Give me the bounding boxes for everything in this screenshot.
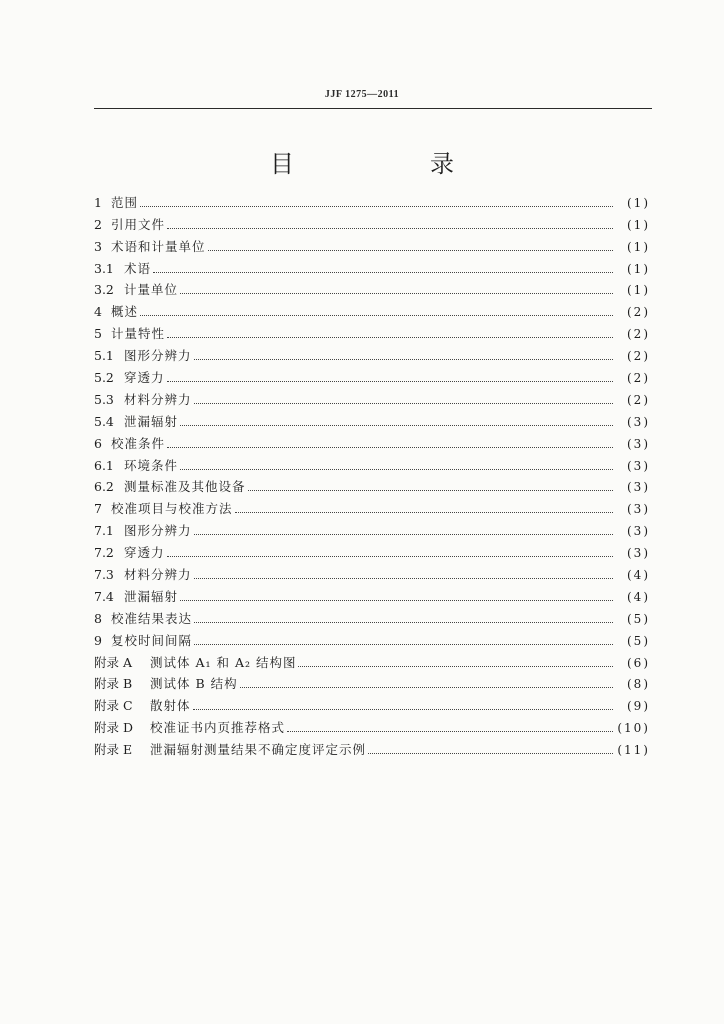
toc-entry-page: (1) [627,195,650,210]
toc-leader-dots [193,708,613,710]
running-header: JJF 1275—2011 [324,89,400,100]
toc-entry[interactable] [94,363,650,385]
toc-leader-dots [194,533,613,535]
toc-entry-number: 5.4 [94,413,114,429]
toc-entry-title: 测试体 B 结构 [150,676,238,692]
toc-entry-page: (5) [627,633,650,648]
toc-entry[interactable] [94,276,650,298]
toc-entry-title: 泄漏辐射 [124,588,179,604]
toc-entry[interactable] [94,670,650,692]
toc-entry-number: 7.3 [94,567,114,583]
toc-entry-page: (3) [627,546,650,561]
toc-entry-number: 3 [94,238,102,254]
toc-entry-title: 复校时间间隔 [111,632,193,648]
toc-entry[interactable] [94,560,650,582]
toc-entry-page: (1) [627,261,650,276]
toc-entry-page: (2) [627,371,650,386]
toc-entry-page: (10) [617,721,650,736]
table-of-contents [94,188,650,757]
toc-leader-dots [167,380,613,382]
toc-entry-title: 术语和计量单位 [111,238,206,254]
toc-leader-dots [368,752,613,754]
toc-entry[interactable] [94,210,650,232]
toc-entry[interactable] [94,407,650,429]
toc-entry-title: 计量单位 [124,282,179,298]
toc-leader-dots [287,730,613,732]
toc-entry-number: 附录 B [94,676,133,692]
toc-entry-title: 计量特性 [111,326,166,342]
toc-entry-number: 附录 A [94,654,133,670]
toc-entry[interactable] [94,538,650,560]
toc-entry[interactable] [94,604,650,626]
toc-entry[interactable] [94,319,650,341]
toc-leader-dots [167,446,613,448]
toc-leader-dots [167,336,613,338]
toc-entry-title: 泄漏辐射测量结果不确定度评定示例 [150,742,367,758]
toc-entry-number: 6 [94,435,102,451]
toc-entry-title: 穿透力 [124,545,165,561]
toc-entry-title: 材料分辨力 [124,567,192,583]
toc-entry[interactable] [94,626,650,648]
toc-entry[interactable] [94,713,650,735]
toc-entry[interactable] [94,341,650,363]
toc-entry-page: (6) [627,655,650,670]
toc-leader-dots [167,555,613,557]
toc-entry-number: 3.1 [94,260,114,276]
toc-entry[interactable] [94,473,650,495]
toc-entry-page: (11) [617,743,650,758]
toc-entry[interactable] [94,582,650,604]
toc-entry-page: (3) [627,458,650,473]
toc-entry[interactable] [94,254,650,276]
toc-leader-dots [235,511,613,513]
toc-leader-dots [180,292,613,294]
toc-leader-dots [194,402,613,404]
toc-entry-number: 5.1 [94,348,114,364]
toc-leader-dots [298,665,613,667]
toc-leader-dots [194,643,613,645]
toc-leader-dots [248,489,613,491]
toc-entry[interactable] [94,232,650,254]
toc-entry-page: (1) [627,283,650,298]
toc-entry-page: (4) [627,589,650,604]
toc-entry-title: 环境条件 [124,457,179,473]
toc-entry-title: 校准条件 [111,435,166,451]
toc-entry-number: 1 [94,194,102,210]
toc-entry-title: 散射体 [150,698,191,714]
toc-entry-title: 校准证书内页推荐格式 [150,720,286,736]
toc-entry-number: 7.2 [94,545,114,561]
toc-entry-title: 材料分辨力 [124,391,192,407]
toc-entry-number: 5 [94,326,102,342]
toc-entry-number: 6.1 [94,457,114,473]
toc-entry-number: 附录 C [94,698,133,714]
toc-entry-number: 3.2 [94,282,114,298]
toc-entry-title: 图形分辨力 [124,348,192,364]
toc-entry-title: 术语 [124,260,152,276]
header-rule [94,108,652,109]
toc-entry[interactable] [94,648,650,670]
toc-entry-number: 5.2 [94,370,114,386]
toc-leader-dots [194,577,613,579]
toc-entry[interactable] [94,429,650,451]
toc-entry-title: 引用文件 [111,216,166,232]
toc-entry-number: 7 [94,501,102,517]
page-title: 目 录 [270,150,510,178]
toc-entry-number: 5.3 [94,391,114,407]
toc-entry[interactable] [94,735,650,757]
toc-entry-page: (3) [627,480,650,495]
toc-entry[interactable] [94,188,650,210]
toc-entry-page: (8) [627,677,650,692]
toc-leader-dots [180,468,613,470]
toc-entry-page: (2) [627,327,650,342]
toc-entry[interactable] [94,451,650,473]
toc-entry-number: 附录 D [94,720,133,736]
toc-leader-dots [140,314,613,316]
toc-leader-dots [208,249,613,251]
toc-entry-number: 2 [94,216,102,232]
toc-leader-dots [180,424,613,426]
toc-leader-dots [140,205,613,207]
toc-entry-page: (2) [627,392,650,407]
toc-entry[interactable] [94,516,650,538]
toc-entry[interactable] [94,494,650,516]
toc-entry-title: 范围 [111,194,139,210]
toc-entry[interactable] [94,297,650,319]
toc-entry-number: 附录 E [94,742,133,758]
toc-entry-number: 4 [94,304,102,320]
toc-leader-dots [240,686,613,688]
toc-entry-title: 校准项目与校准方法 [111,501,233,517]
toc-entry-number: 7.4 [94,588,114,604]
toc-entry-title: 穿透力 [124,370,165,386]
toc-entry-title: 图形分辨力 [124,523,192,539]
toc-entry-page: (2) [627,349,650,364]
toc-leader-dots [180,599,613,601]
toc-entry-title: 校准结果表达 [111,610,193,626]
toc-entry-page: (3) [627,436,650,451]
toc-entry-title: 泄漏辐射 [124,413,179,429]
toc-entry-page: (3) [627,414,650,429]
toc-entry-title: 概述 [111,304,139,320]
toc-entry-page: (4) [627,568,650,583]
toc-entry-number: 8 [94,610,102,626]
toc-entry-page: (3) [627,524,650,539]
toc-entry-page: (1) [627,217,650,232]
toc-entry[interactable] [94,385,650,407]
toc-leader-dots [153,271,613,273]
toc-leader-dots [194,621,613,623]
toc-entry-page: (1) [627,239,650,254]
toc-entry-title: 测量标准及其他设备 [124,479,246,495]
toc-entry-number: 9 [94,632,102,648]
toc-entry-number: 6.2 [94,479,114,495]
toc-entry-page: (3) [627,502,650,517]
toc-leader-dots [167,227,613,229]
toc-entry-title: 测试体 A₁ 和 A₂ 结构图 [150,654,297,670]
toc-entry[interactable] [94,691,650,713]
toc-entry-page: (9) [627,699,650,714]
toc-entry-number: 7.1 [94,523,114,539]
toc-entry-page: (2) [627,305,650,320]
toc-leader-dots [194,358,613,360]
toc-entry-page: (5) [627,611,650,626]
